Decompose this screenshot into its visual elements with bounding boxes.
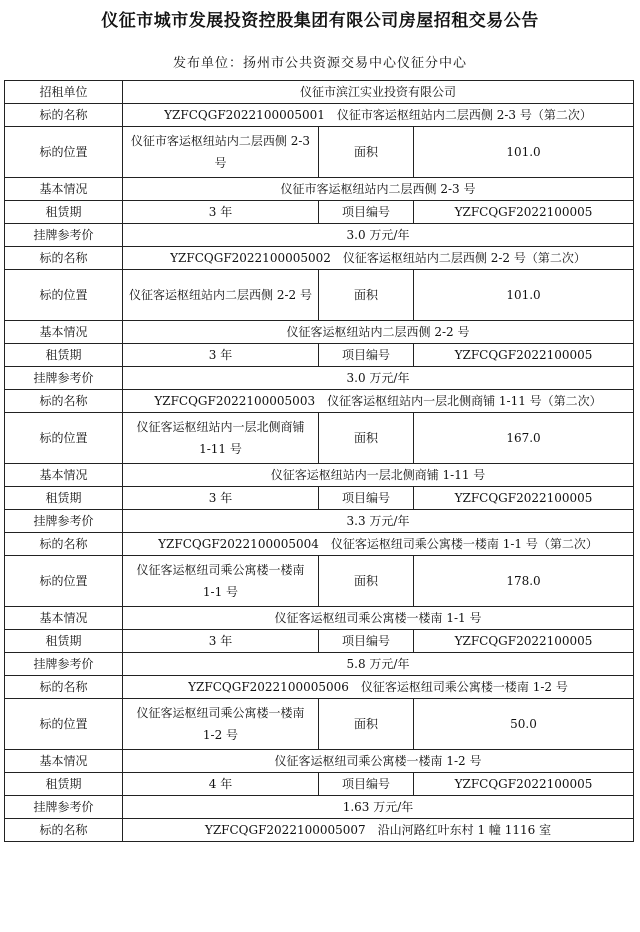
term-label: 租赁期	[5, 344, 123, 367]
name-label: 标的名称	[5, 676, 123, 699]
item-price-value: 5.8 万元/年	[123, 653, 634, 676]
item-area-value: 50.0	[414, 699, 634, 750]
item-basic-row	[5, 607, 634, 630]
item-name-row	[5, 247, 634, 270]
item-area-value: 178.0	[414, 556, 634, 607]
item-price-row	[5, 224, 634, 247]
basic-label: 基本情况	[5, 321, 123, 344]
item-name-row	[5, 676, 634, 699]
item-price-row	[5, 796, 634, 819]
price-label: 挂牌参考价	[5, 796, 123, 819]
item-price-value: 1.63 万元/年	[123, 796, 634, 819]
location-label: 标的位置	[5, 270, 123, 321]
area-label: 面积	[319, 127, 414, 178]
item-location-row	[5, 699, 634, 750]
project-no-label: 项目编号	[319, 630, 414, 653]
item-name-row	[5, 533, 634, 556]
item-name-value: YZFCQGF2022100005003 仪征客运枢纽站内一层北侧商铺 1-11 号（第二次）	[123, 390, 634, 413]
item-price-row	[5, 510, 634, 533]
term-label: 租赁期	[5, 201, 123, 224]
item-basic-row	[5, 464, 634, 487]
item-location-value: 仪征市客运枢纽站内二层西侧 2-3 号	[123, 127, 319, 178]
item-location-value: 仪征客运枢纽司乘公寓楼一楼南 1-2 号	[123, 699, 319, 750]
basic-label: 基本情况	[5, 178, 123, 201]
name-label: 标的名称	[5, 390, 123, 413]
last-item-name-row	[5, 819, 634, 842]
item-location-row	[5, 413, 634, 464]
item-term-value: 3 年	[123, 487, 319, 510]
price-label: 挂牌参考价	[5, 224, 123, 247]
item-term-row	[5, 201, 634, 224]
price-label: 挂牌参考价	[5, 653, 123, 676]
price-label: 挂牌参考价	[5, 367, 123, 390]
price-label: 挂牌参考价	[5, 510, 123, 533]
item-project-no-value: YZFCQGF2022100005	[414, 773, 634, 796]
item-name-value: YZFCQGF2022100005001 仪征市客运枢纽站内二层西侧 2-3 号（第二次）	[123, 104, 634, 127]
name-label: 标的名称	[5, 247, 123, 270]
project-no-label: 项目编号	[319, 201, 414, 224]
project-no-label: 项目编号	[319, 773, 414, 796]
item-price-value: 3.0 万元/年	[123, 224, 634, 247]
last-item-name-value: YZFCQGF2022100005007 沿山河路红叶东村 1 幢 1116 室	[123, 819, 634, 842]
term-label: 租赁期	[5, 630, 123, 653]
lessor-label: 招租单位	[5, 81, 123, 104]
item-basic-row	[5, 321, 634, 344]
item-location-row	[5, 270, 634, 321]
item-basic-value: 仪征客运枢纽站内二层西侧 2-2 号	[123, 321, 634, 344]
area-label: 面积	[319, 270, 414, 321]
lessor-row	[5, 81, 634, 104]
item-basic-row	[5, 750, 634, 773]
term-label: 租赁期	[5, 773, 123, 796]
area-label: 面积	[319, 556, 414, 607]
item-name-value: YZFCQGF2022100005002 仪征客运枢纽站内二层西侧 2-2 号（第二次）	[123, 247, 634, 270]
item-location-value: 仪征客运枢纽站内一层北侧商铺 1-11 号	[123, 413, 319, 464]
name-label: 标的名称	[5, 819, 123, 842]
item-term-value: 3 年	[123, 630, 319, 653]
item-term-value: 3 年	[123, 344, 319, 367]
item-location-row	[5, 127, 634, 178]
item-location-value: 仪征客运枢纽司乘公寓楼一楼南 1-1 号	[123, 556, 319, 607]
item-name-value: YZFCQGF2022100005006 仪征客运枢纽司乘公寓楼一楼南 1-2 号	[123, 676, 634, 699]
lessor-value: 仪征市滨江实业投资有限公司	[123, 81, 634, 104]
item-term-value: 4 年	[123, 773, 319, 796]
term-label: 租赁期	[5, 487, 123, 510]
listing-table	[4, 80, 634, 842]
basic-label: 基本情况	[5, 607, 123, 630]
project-no-label: 项目编号	[319, 487, 414, 510]
project-no-label: 项目编号	[319, 344, 414, 367]
item-location-row	[5, 556, 634, 607]
item-project-no-value: YZFCQGF2022100005	[414, 201, 634, 224]
item-price-value: 3.3 万元/年	[123, 510, 634, 533]
item-basic-value: 仪征客运枢纽站内一层北侧商铺 1-11 号	[123, 464, 634, 487]
item-term-row	[5, 344, 634, 367]
basic-label: 基本情况	[5, 464, 123, 487]
item-term-row	[5, 487, 634, 510]
item-name-value: YZFCQGF2022100005004 仪征客运枢纽司乘公寓楼一楼南 1-1 号（第二次）	[123, 533, 634, 556]
item-basic-value: 仪征市客运枢纽站内二层西侧 2-3 号	[123, 178, 634, 201]
item-project-no-value: YZFCQGF2022100005	[414, 487, 634, 510]
location-label: 标的位置	[5, 699, 123, 750]
name-label: 标的名称	[5, 533, 123, 556]
basic-label: 基本情况	[5, 750, 123, 773]
item-term-row	[5, 773, 634, 796]
item-location-value: 仪征客运枢纽站内二层西侧 2-2 号	[123, 270, 319, 321]
item-area-value: 101.0	[414, 270, 634, 321]
item-term-value: 3 年	[123, 201, 319, 224]
name-label: 标的名称	[5, 104, 123, 127]
item-name-row	[5, 390, 634, 413]
item-price-value: 3.0 万元/年	[123, 367, 634, 390]
publisher-line: 发布单位：扬州市公共资源交易中心仪征分中心	[172, 56, 467, 71]
item-term-row	[5, 630, 634, 653]
item-area-value: 101.0	[414, 127, 634, 178]
item-name-row	[5, 104, 634, 127]
area-label: 面积	[319, 413, 414, 464]
item-price-row	[5, 367, 634, 390]
item-area-value: 167.0	[414, 413, 634, 464]
announcement-title: 仪征市城市发展投资控股集团有限公司房屋招租交易公告	[101, 11, 539, 31]
area-label: 面积	[319, 699, 414, 750]
item-project-no-value: YZFCQGF2022100005	[414, 344, 634, 367]
item-price-row	[5, 653, 634, 676]
item-basic-value: 仪征客运枢纽司乘公寓楼一楼南 1-2 号	[123, 750, 634, 773]
item-basic-row	[5, 178, 634, 201]
location-label: 标的位置	[5, 556, 123, 607]
item-project-no-value: YZFCQGF2022100005	[414, 630, 634, 653]
location-label: 标的位置	[5, 413, 123, 464]
location-label: 标的位置	[5, 127, 123, 178]
item-basic-value: 仪征客运枢纽司乘公寓楼一楼南 1-1 号	[123, 607, 634, 630]
